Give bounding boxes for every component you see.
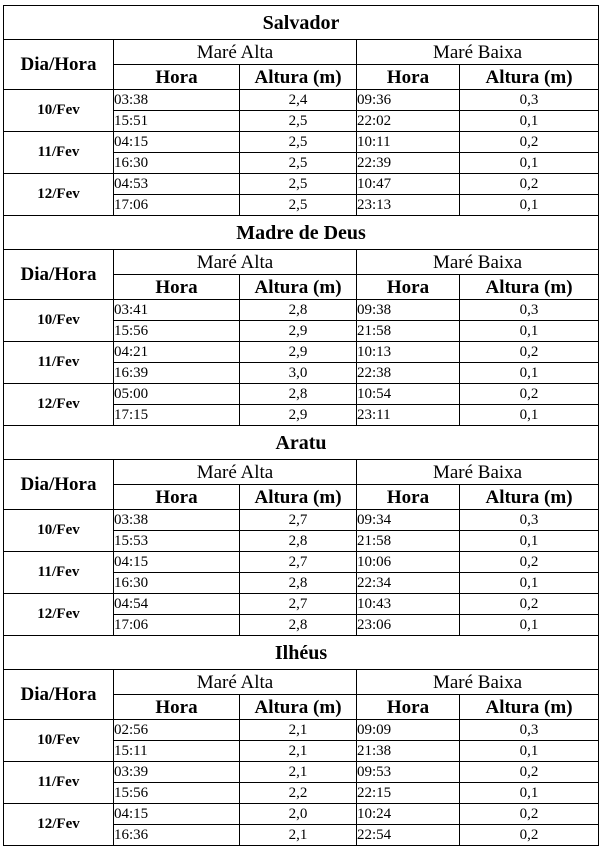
high-time-cell: 04:15: [114, 804, 240, 825]
low-height-cell: 0,1: [460, 321, 599, 342]
low-height-cell: 0,2: [460, 804, 599, 825]
high-time-cell: 16:30: [114, 153, 240, 174]
day-cell: 12/Fev: [4, 804, 114, 846]
low-height-cell: 0,1: [460, 195, 599, 216]
high-height-header: Altura (m): [240, 485, 357, 510]
low-height-cell: 0,1: [460, 405, 599, 426]
low-height-cell: 0,3: [460, 720, 599, 741]
low-height-cell: 0,2: [460, 825, 599, 846]
low-height-cell: 0,2: [460, 552, 599, 573]
tide-table: [3, 5, 599, 846]
high-height-cell: 2,5: [240, 153, 357, 174]
table-row: [4, 552, 599, 573]
high-time-cell: 15:56: [114, 783, 240, 804]
low-height-cell: 0,1: [460, 573, 599, 594]
low-time-cell: 22:15: [357, 783, 460, 804]
high-time-cell: 15:53: [114, 531, 240, 552]
low-height-cell: 0,1: [460, 531, 599, 552]
location-row: [4, 636, 599, 670]
high-time-cell: 16:39: [114, 363, 240, 384]
table-row: [4, 132, 599, 153]
high-tide-header: Maré Alta: [114, 460, 357, 485]
low-height-cell: 0,1: [460, 363, 599, 384]
day-hour-header: Dia/Hora: [4, 250, 114, 300]
low-time-cell: 09:53: [357, 762, 460, 783]
day-cell: 12/Fev: [4, 594, 114, 636]
low-time-cell: 21:38: [357, 741, 460, 762]
day-hour-header: Dia/Hora: [4, 670, 114, 720]
high-height-cell: 2,8: [240, 615, 357, 636]
high-tide-header: Maré Alta: [114, 670, 357, 695]
location-title: Ilhéus: [4, 636, 599, 670]
day-cell: 12/Fev: [4, 174, 114, 216]
low-hour-header: Hora: [357, 485, 460, 510]
low-height-cell: 0,1: [460, 741, 599, 762]
high-hour-header: Hora: [114, 485, 240, 510]
low-height-cell: 0,2: [460, 342, 599, 363]
header-row-top: [4, 40, 599, 65]
day-cell: 10/Fev: [4, 90, 114, 132]
low-time-cell: 10:43: [357, 594, 460, 615]
high-hour-header: Hora: [114, 695, 240, 720]
high-tide-header: Maré Alta: [114, 40, 357, 65]
low-height-cell: 0,3: [460, 90, 599, 111]
low-height-cell: 0,1: [460, 111, 599, 132]
low-time-cell: 22:39: [357, 153, 460, 174]
header-row-top: [4, 460, 599, 485]
high-height-cell: 2,7: [240, 594, 357, 615]
low-time-cell: 23:13: [357, 195, 460, 216]
low-time-cell: 09:36: [357, 90, 460, 111]
low-time-cell: 21:58: [357, 321, 460, 342]
low-tide-header: Maré Baixa: [357, 670, 599, 695]
table-row: [4, 720, 599, 741]
high-time-cell: 05:00: [114, 384, 240, 405]
low-height-cell: 0,2: [460, 762, 599, 783]
high-height-cell: 2,9: [240, 405, 357, 426]
high-height-cell: 2,2: [240, 783, 357, 804]
high-time-cell: 17:15: [114, 405, 240, 426]
table-row: [4, 384, 599, 405]
high-time-cell: 16:36: [114, 825, 240, 846]
high-time-cell: 15:11: [114, 741, 240, 762]
high-height-cell: 3,0: [240, 363, 357, 384]
day-hour-header: Dia/Hora: [4, 460, 114, 510]
low-time-cell: 10:06: [357, 552, 460, 573]
low-time-cell: 10:24: [357, 804, 460, 825]
table-row: [4, 804, 599, 825]
location-title: Salvador: [4, 6, 599, 40]
high-height-cell: 2,9: [240, 321, 357, 342]
high-hour-header: Hora: [114, 65, 240, 90]
high-height-cell: 2,0: [240, 804, 357, 825]
day-hour-header: Dia/Hora: [4, 40, 114, 90]
low-hour-header: Hora: [357, 275, 460, 300]
high-height-cell: 2,5: [240, 195, 357, 216]
high-time-cell: 02:56: [114, 720, 240, 741]
day-cell: 12/Fev: [4, 384, 114, 426]
location-title: Madre de Deus: [4, 216, 599, 250]
table-row: [4, 90, 599, 111]
low-height-header: Altura (m): [460, 695, 599, 720]
high-height-header: Altura (m): [240, 695, 357, 720]
low-height-header: Altura (m): [460, 65, 599, 90]
high-time-cell: 04:53: [114, 174, 240, 195]
day-cell: 10/Fev: [4, 510, 114, 552]
table-row: [4, 300, 599, 321]
high-time-cell: 04:21: [114, 342, 240, 363]
high-time-cell: 15:51: [114, 111, 240, 132]
high-time-cell: 17:06: [114, 195, 240, 216]
low-time-cell: 22:34: [357, 573, 460, 594]
high-time-cell: 16:30: [114, 573, 240, 594]
low-time-cell: 10:54: [357, 384, 460, 405]
high-height-cell: 2,1: [240, 762, 357, 783]
high-height-cell: 2,8: [240, 384, 357, 405]
location-title: Aratu: [4, 426, 599, 460]
tide-table-body: [4, 6, 599, 846]
low-tide-header: Maré Baixa: [357, 460, 599, 485]
day-cell: 10/Fev: [4, 720, 114, 762]
table-row: [4, 762, 599, 783]
high-height-cell: 2,1: [240, 825, 357, 846]
high-height-cell: 2,8: [240, 573, 357, 594]
low-height-cell: 0,1: [460, 153, 599, 174]
header-row-top: [4, 670, 599, 695]
high-height-cell: 2,4: [240, 90, 357, 111]
high-height-cell: 2,7: [240, 552, 357, 573]
high-height-cell: 2,5: [240, 111, 357, 132]
low-height-cell: 0,2: [460, 594, 599, 615]
low-tide-header: Maré Baixa: [357, 40, 599, 65]
high-height-cell: 2,1: [240, 741, 357, 762]
high-time-cell: 17:06: [114, 615, 240, 636]
location-row: [4, 216, 599, 250]
table-row: [4, 174, 599, 195]
low-time-cell: 10:13: [357, 342, 460, 363]
low-time-cell: 23:06: [357, 615, 460, 636]
low-height-header: Altura (m): [460, 275, 599, 300]
day-cell: 11/Fev: [4, 762, 114, 804]
low-time-cell: 22:54: [357, 825, 460, 846]
low-time-cell: 21:58: [357, 531, 460, 552]
high-time-cell: 04:15: [114, 132, 240, 153]
low-height-cell: 0,2: [460, 174, 599, 195]
day-cell: 11/Fev: [4, 342, 114, 384]
high-height-cell: 2,5: [240, 132, 357, 153]
low-height-cell: 0,3: [460, 300, 599, 321]
low-time-cell: 09:38: [357, 300, 460, 321]
header-row-top: [4, 250, 599, 275]
high-height-cell: 2,8: [240, 300, 357, 321]
low-time-cell: 23:11: [357, 405, 460, 426]
high-time-cell: 03:41: [114, 300, 240, 321]
low-height-cell: 0,1: [460, 615, 599, 636]
low-hour-header: Hora: [357, 65, 460, 90]
high-time-cell: 04:54: [114, 594, 240, 615]
low-time-cell: 09:34: [357, 510, 460, 531]
low-time-cell: 22:38: [357, 363, 460, 384]
high-time-cell: 03:38: [114, 510, 240, 531]
day-cell: 10/Fev: [4, 300, 114, 342]
high-tide-header: Maré Alta: [114, 250, 357, 275]
high-time-cell: 04:15: [114, 552, 240, 573]
table-row: [4, 594, 599, 615]
low-height-cell: 0,2: [460, 384, 599, 405]
day-cell: 11/Fev: [4, 552, 114, 594]
high-height-cell: 2,5: [240, 174, 357, 195]
low-height-header: Altura (m): [460, 485, 599, 510]
high-height-cell: 2,9: [240, 342, 357, 363]
low-time-cell: 10:11: [357, 132, 460, 153]
table-row: [4, 510, 599, 531]
high-height-cell: 2,7: [240, 510, 357, 531]
location-row: [4, 6, 599, 40]
low-time-cell: 09:09: [357, 720, 460, 741]
high-hour-header: Hora: [114, 275, 240, 300]
low-height-cell: 0,1: [460, 783, 599, 804]
location-row: [4, 426, 599, 460]
high-time-cell: 03:39: [114, 762, 240, 783]
high-time-cell: 03:38: [114, 90, 240, 111]
low-time-cell: 10:47: [357, 174, 460, 195]
high-height-header: Altura (m): [240, 65, 357, 90]
low-hour-header: Hora: [357, 695, 460, 720]
table-row: [4, 342, 599, 363]
day-cell: 11/Fev: [4, 132, 114, 174]
high-height-cell: 2,8: [240, 531, 357, 552]
low-tide-header: Maré Baixa: [357, 250, 599, 275]
low-time-cell: 22:02: [357, 111, 460, 132]
high-height-cell: 2,1: [240, 720, 357, 741]
high-height-header: Altura (m): [240, 275, 357, 300]
low-height-cell: 0,3: [460, 510, 599, 531]
high-time-cell: 15:56: [114, 321, 240, 342]
low-height-cell: 0,2: [460, 132, 599, 153]
